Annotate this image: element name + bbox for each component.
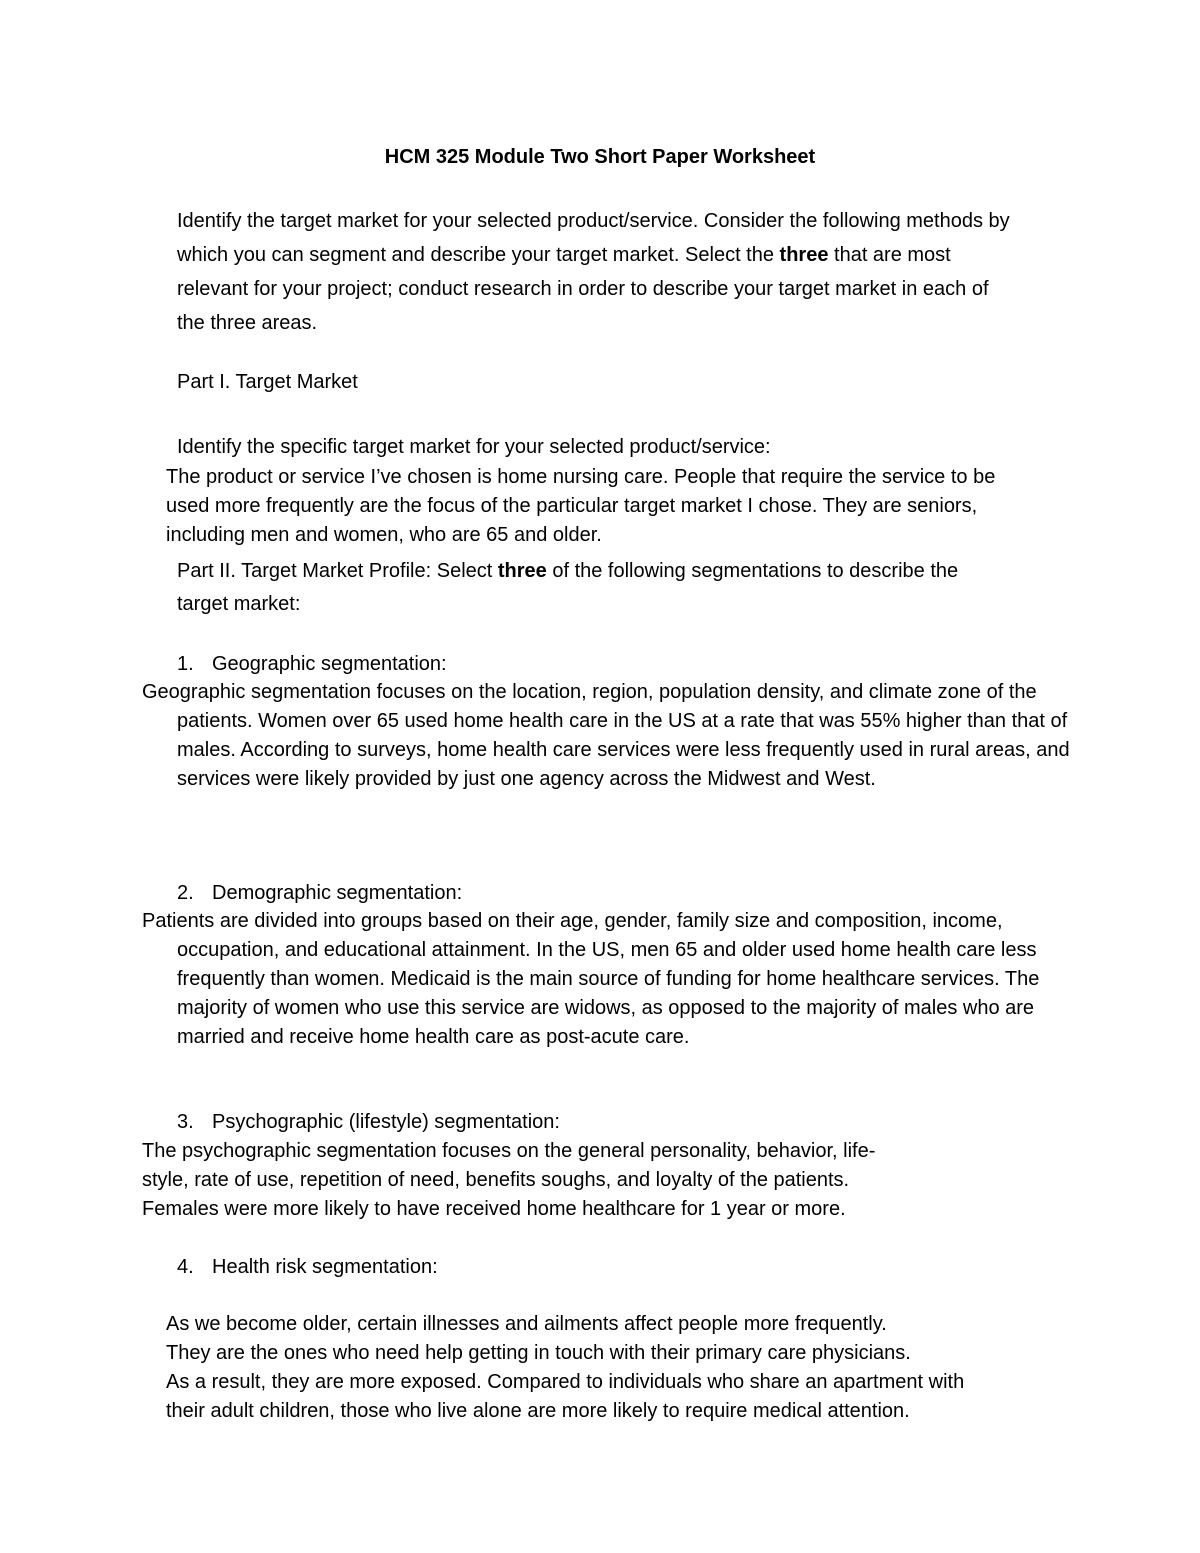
- segment-4-body: [166, 1310, 1041, 1426]
- segment-4-line: They are the ones who need help getting in touch with their primary care physicians.: [166, 1342, 911, 1364]
- segment-1-title: Geographic segmentation:: [212, 653, 447, 675]
- segment-1-body: Geographic segmentation focuses on the location, region, population density, and climate zone of the patients. Women over 65 used home health care in the US at a rate that was 55% higher than that of males. According to surveys, home health care services were less frequently used in rural areas, and services were likely provided by just one agency across the Midwest and West.: [142, 681, 1070, 790]
- segment-4-title: Health risk segmentation:: [212, 1256, 438, 1278]
- segment-4-line: As a result, they are more exposed. Compared to individuals who share an apartment with: [166, 1371, 965, 1393]
- segment-1-heading: [177, 650, 447, 679]
- part1-answer: The product or service I’ve chosen is home nursing care. People that require the service to be used more frequently are the focus of the particular target market I chose. They are seniors, including men and women, who are 65 and older.: [166, 466, 996, 546]
- part1-question: Identify the specific target market for your selected product/service:: [177, 436, 771, 458]
- intro-paragraph: [177, 204, 1017, 340]
- part2-bold-three: three: [497, 560, 547, 582]
- segment-3-line: style, rate of use, repetition of need, benefits soughs, and loyalty of the patients.: [142, 1169, 850, 1191]
- intro-text-end: that are most relevant for your project; conduct research in order to describe your target market in each of the three areas.: [177, 244, 989, 334]
- part2-text-end: of the following segmentations to describe the target market:: [177, 560, 959, 615]
- segment-4-line: As we become older, certain illnesses and ailments affect people more frequently.: [166, 1313, 887, 1335]
- segment-3-line: The psychographic segmentation focuses on the general personality, behavior, life-: [142, 1140, 876, 1162]
- intro-bold-three: three: [779, 244, 829, 266]
- segment-2-number: 2.: [177, 882, 194, 904]
- document-title: HCM 325 Module Two Short Paper Worksheet: [384, 146, 816, 168]
- segment-2-heading: [177, 879, 462, 908]
- segment-3-number: 3.: [177, 1111, 194, 1133]
- part2-text-start: Part II. Target Market Profile: Select: [177, 560, 498, 582]
- intro-text-start: Identify the target market for your selected product/service. Consider the following methods by which you can segment and describe your target market. Select the: [177, 210, 1010, 266]
- segment-3-line: Females were more likely to have received home healthcare for 1 year or more.: [142, 1198, 846, 1220]
- segment-4-number: 4.: [177, 1256, 194, 1278]
- segment-4-heading: [177, 1253, 438, 1282]
- segment-4-line: their adult children, those who live alone are more likely to require medical attention.: [166, 1400, 910, 1422]
- part1-heading: Part I. Target Market: [177, 371, 358, 393]
- segment-2-title: Demographic segmentation:: [212, 882, 463, 904]
- segment-3-heading: [177, 1108, 560, 1137]
- part2-heading: [177, 555, 1007, 621]
- segment-2-body: Patients are divided into groups based on their age, gender, family size and composition, income, occupation, and educational attainment. In the US, men 65 and older used home health care less frequently than women. Medicaid is the main source of funding for home healthcare services. The majority of women who use this service are widows, as opposed to the majority of males who are married and receive home health care as post-acute care.: [142, 910, 1040, 1048]
- segment-3-body: [142, 1137, 962, 1224]
- segment-3-title: Psychographic (lifestyle) segmentation:: [212, 1111, 560, 1133]
- segment-1-number: 1.: [177, 653, 194, 675]
